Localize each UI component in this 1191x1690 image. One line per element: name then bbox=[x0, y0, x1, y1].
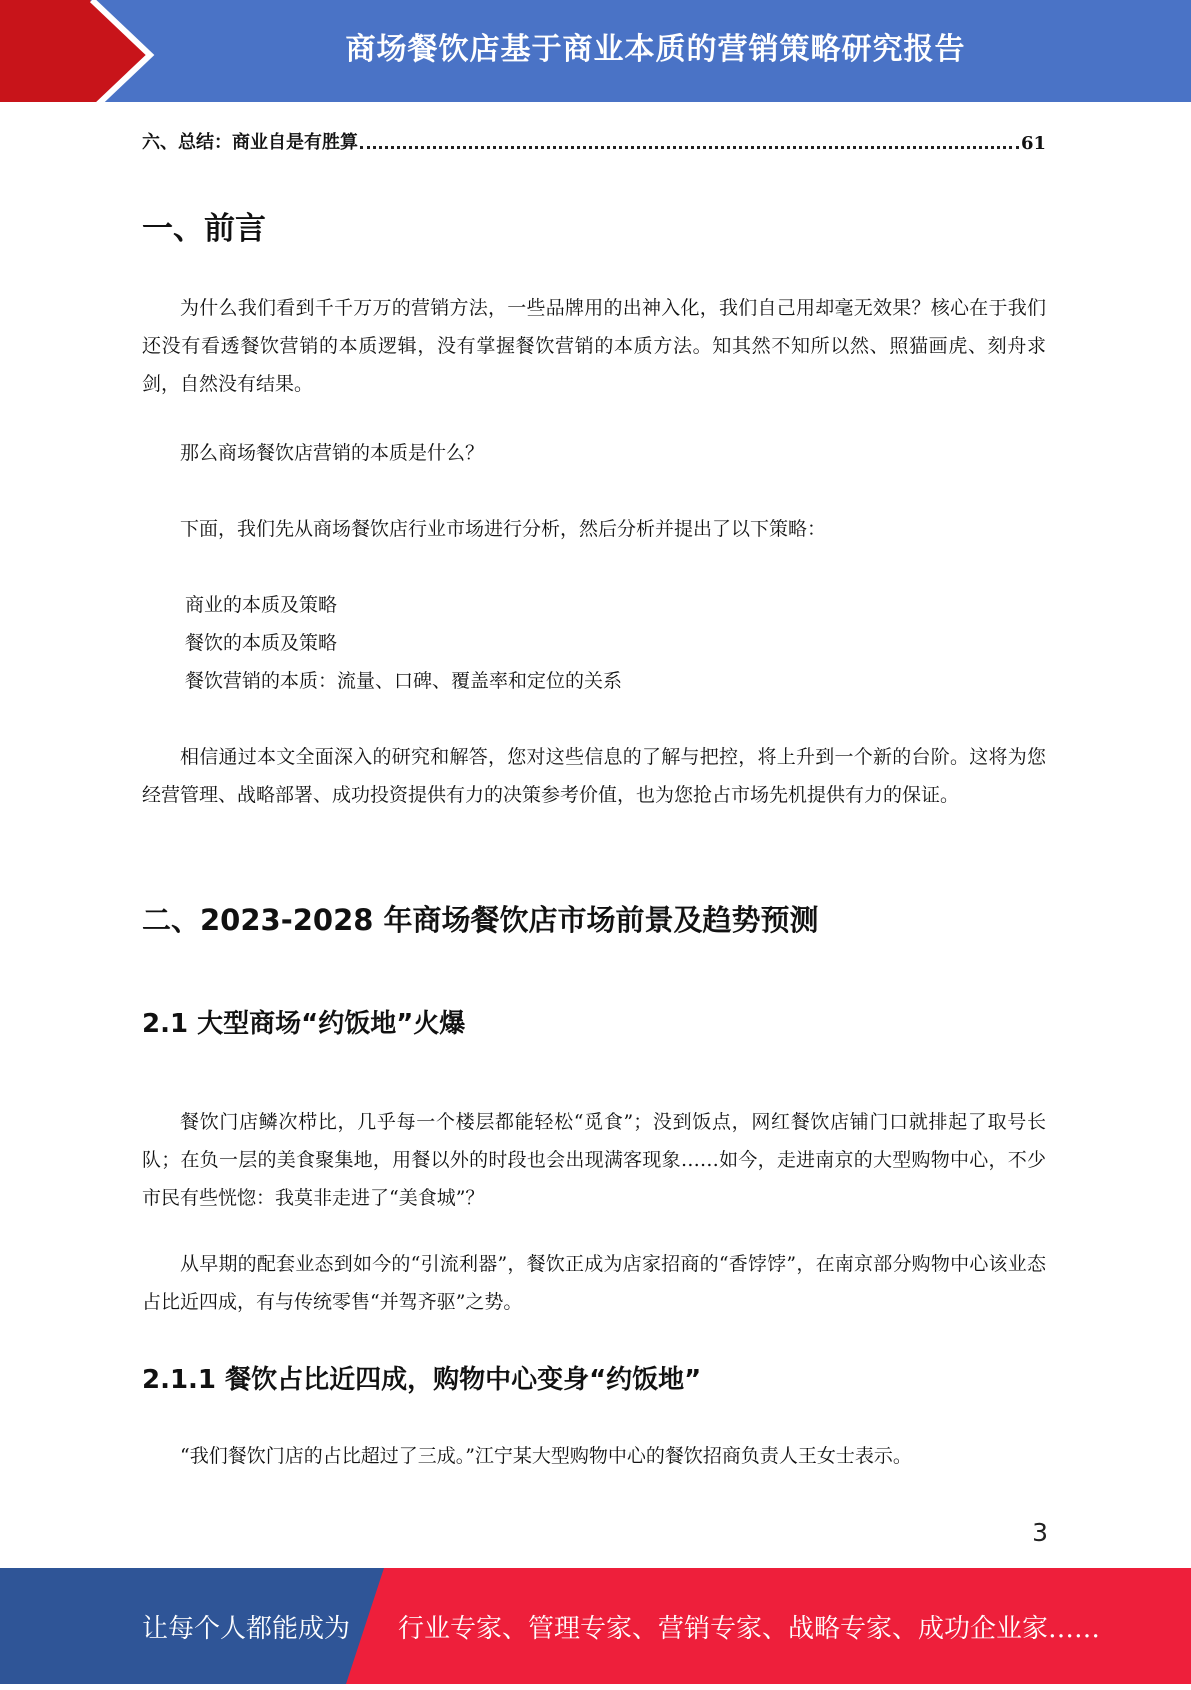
page-number: 3 bbox=[1032, 1518, 1048, 1547]
toc-entry-label: 六、总结：商业自是有胜算 bbox=[142, 132, 358, 153]
page-footer bbox=[0, 1568, 1191, 1684]
paragraph: 从早期的配套业态到如今的“引流利器”，餐饮正成为店家招商的“香饽饽”，在南京部分购物中心该业态占比近四成，有与传统零售“并驾齐驱”之势。 bbox=[142, 1253, 1046, 1313]
page-header bbox=[0, 0, 1191, 110]
subsubsection-heading: 2.1.1 餐饮占比近四成，购物中心变身“约饭地” bbox=[142, 1365, 702, 1395]
section-heading-forecast: 二、2023-2028 年商场餐饮店市场前景及趋势预测 bbox=[142, 903, 819, 937]
footer-slogan-left: 让每个人都能成为 bbox=[142, 1614, 351, 1644]
paragraph: 相信通过本文全面深入的研究和解答，您对这些信息的了解与把控，将上升到一个新的台阶。这将为您经营管理、战略部署、成功投资提供有力的决策参考价值，也为您抢占市场先机提供有力的保证。 bbox=[142, 746, 1046, 806]
list-item: 餐饮营销的本质：流量、口碑、覆盖率和定位的关系 bbox=[185, 670, 623, 692]
header-title: 商场餐饮店基于商业本质的营销策略研究报告 bbox=[345, 32, 966, 67]
subsection-heading: 2.1 大型商场“约饭地”火爆 bbox=[142, 1009, 466, 1039]
toc-entry-page: 61 bbox=[1020, 133, 1046, 154]
paragraph: 那么商场餐饮店营销的本质是什么？ bbox=[180, 442, 485, 464]
list-item: 商业的本质及策略 bbox=[185, 594, 338, 616]
footer-slogan-right: 行业专家、管理专家、营销专家、战略专家、成功企业家…… bbox=[398, 1614, 1101, 1644]
paragraph: “我们餐饮门店的占比超过了三成。”江宁某大型购物中心的餐饮招商负责人王女士表示。 bbox=[180, 1445, 912, 1467]
paragraph: 餐饮门店鳞次栉比，几乎每一个楼层都能轻松“觅食”；没到饭点，网红餐饮店铺门口就排起了取号长队；在负一层的美食聚集地，用餐以外的时段也会出现满客现象……如今，走进南京的大型购物中心，不少市民有些恍惚：我莫非走进了“美食城”？ bbox=[142, 1111, 1046, 1209]
section-heading-preface: 一、前言 bbox=[142, 211, 266, 247]
list-item: 餐饮的本质及策略 bbox=[185, 632, 338, 654]
paragraph: 为什么我们看到千千万万的营销方法，一些品牌用的出神入化，我们自己用却毫无效果？核心在于我们还没有看透餐饮营销的本质逻辑，没有掌握餐饮营销的本质方法。知其然不知所以然、照猫画虎、刻舟求剑，自然没有结果。 bbox=[142, 297, 1046, 395]
paragraph: 下面，我们先从商场餐饮店行业市场进行分析，然后分析并提出了以下策略： bbox=[180, 518, 827, 540]
toc-dot-leader bbox=[360, 146, 1019, 149]
toc-entry[interactable] bbox=[142, 128, 1046, 154]
